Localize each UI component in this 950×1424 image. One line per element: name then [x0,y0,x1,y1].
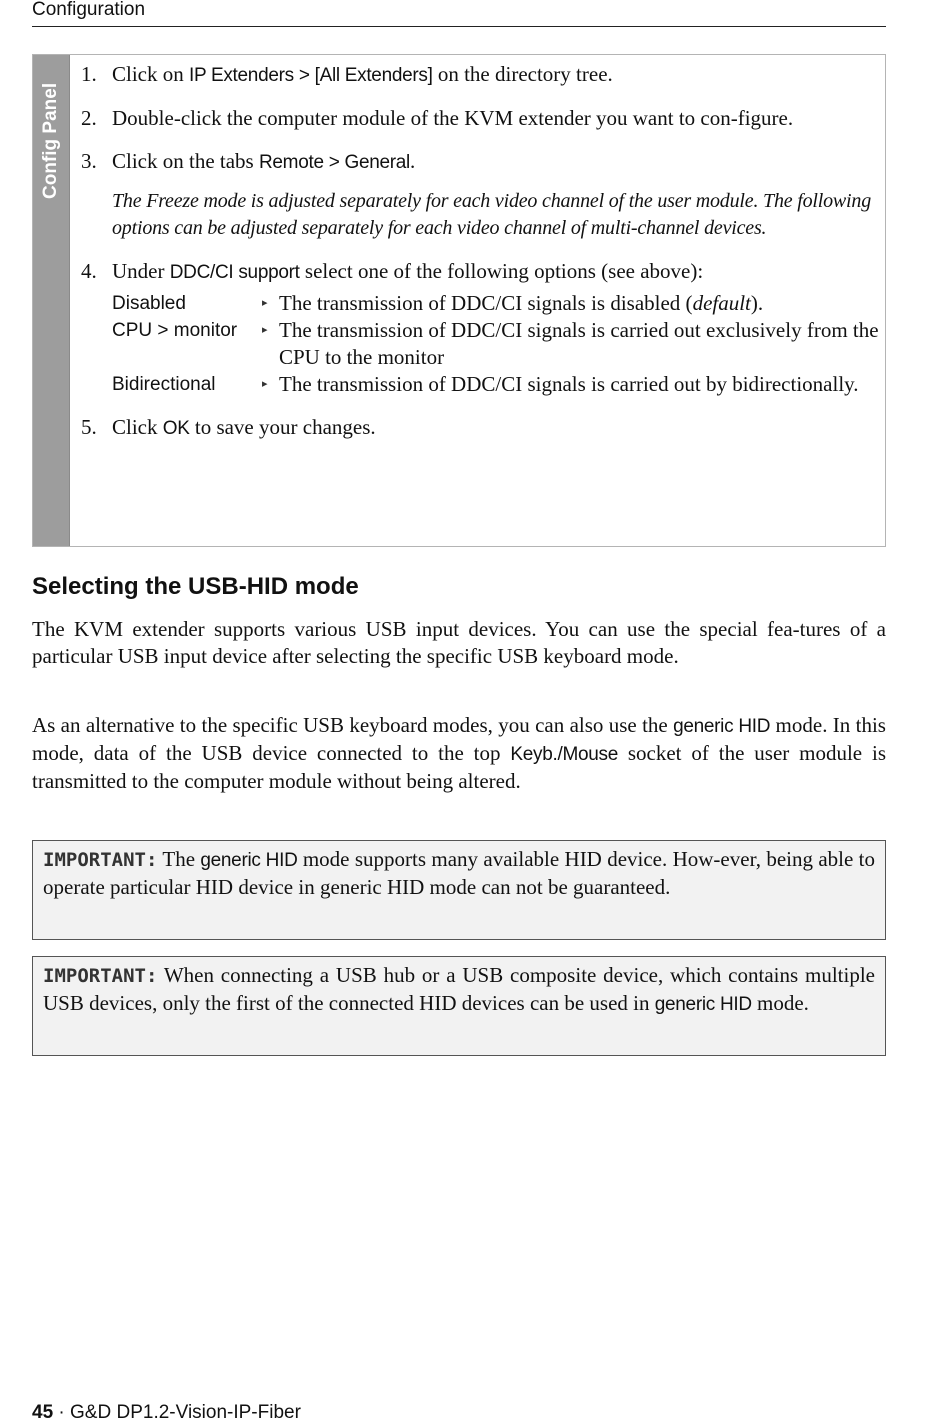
ui-term: DDC/CI support [169,262,300,283]
ddc-options-list [112,290,881,398]
step-2 [81,105,881,132]
header-section-title: Configuration [32,0,146,20]
step-5 [81,414,881,442]
ui-term: Keyb./Mouse [510,744,618,765]
important-label: IMPORTANT: [43,849,158,871]
step-number: 1. [81,62,97,86]
step-text: on the directory tree. [432,62,613,86]
step-text: Click on [112,62,189,86]
page-number: 45 [32,1402,54,1423]
triangle-right-icon: ▸ [262,324,268,336]
step-1 [81,61,881,89]
config-panel-tab-label: Config Panel [40,82,61,199]
step-text: Double-click the computer module of the KVM extender you want to con-figure. [112,106,794,130]
page-header [32,0,886,27]
step-text: select one of the following options (see above): [299,259,704,283]
footer-separator: · [53,1402,71,1423]
section-heading: Selecting the USB-HID mode [32,573,359,600]
step-4 [81,258,881,286]
option-desc: The transmission of DDC/CI signals is disabled (default). [279,291,764,315]
option-desc: The transmission of DDC/CI signals is carried out by bidirectionally. [279,372,859,396]
ui-term: generic HID [654,994,752,1015]
config-panel-tab [33,55,70,546]
triangle-right-icon: ▸ [262,378,268,390]
option-disabled [112,290,881,317]
step-text: Click [112,415,163,439]
config-panel-box [32,54,886,547]
triangle-right-icon: ▸ [262,297,268,309]
option-bidirectional [112,371,881,398]
step-number: 4. [81,259,97,283]
step-text: . [409,149,416,173]
option-name: CPU > monitor [112,320,238,341]
page-footer [32,1402,301,1424]
ui-term: OK [162,418,190,439]
ui-term: IP Extenders > [All Extenders] [189,65,433,86]
step-text: to save your changes. [189,415,376,439]
freeze-mode-note: The Freeze mode is adjusted separately for each video channel of the user module. The following options can be adjusted separately for each video channel of multi-channel devices. [112,190,872,239]
ui-term: generic HID [200,850,298,871]
important-box-2: IMPORTANT: When connecting a USB hub or a USB composite device, which contains multiple USB devices, only the first of the connected HID devices can be used in generic HID mode. [32,956,886,1056]
step-number: 2. [81,106,97,130]
option-desc: The transmission of DDC/CI signals is carried out exclusively from the CPU to the monitor [279,318,879,369]
body-paragraph-2: As an alternative to the specific USB keyboard modes, you can also use the generic HID mode. In this mode, data of the USB device connected to the top Keyb./Mouse socket of the user module is transmitted to the computer module without being altered. [32,713,886,793]
step-number: 3. [81,149,97,173]
option-name: Disabled [112,293,186,314]
step-text: Under [112,259,170,283]
option-cpu-monitor [112,317,881,371]
step-number: 5. [81,415,97,439]
body-paragraph-1: The KVM extender supports various USB input devices. You can use the special fea-tures of a particular USB input device after selecting the specific USB keyboard mode. [32,617,886,668]
step-text: Click on the tabs [112,149,259,173]
ui-term: generic HID [673,716,771,737]
step-3 [81,148,881,176]
important-box-1: IMPORTANT: The generic HID mode supports many available HID device. How-ever, being able to operate particular HID device in generic HID mode can not be guaranteed. [32,840,886,940]
step-list [81,61,881,442]
important-label: IMPORTANT: [43,965,158,987]
ui-term: Remote > General [258,152,410,173]
product-name: G&D DP1.2-Vision-IP-Fiber [70,1402,301,1423]
option-name: Bidirectional [112,374,216,395]
